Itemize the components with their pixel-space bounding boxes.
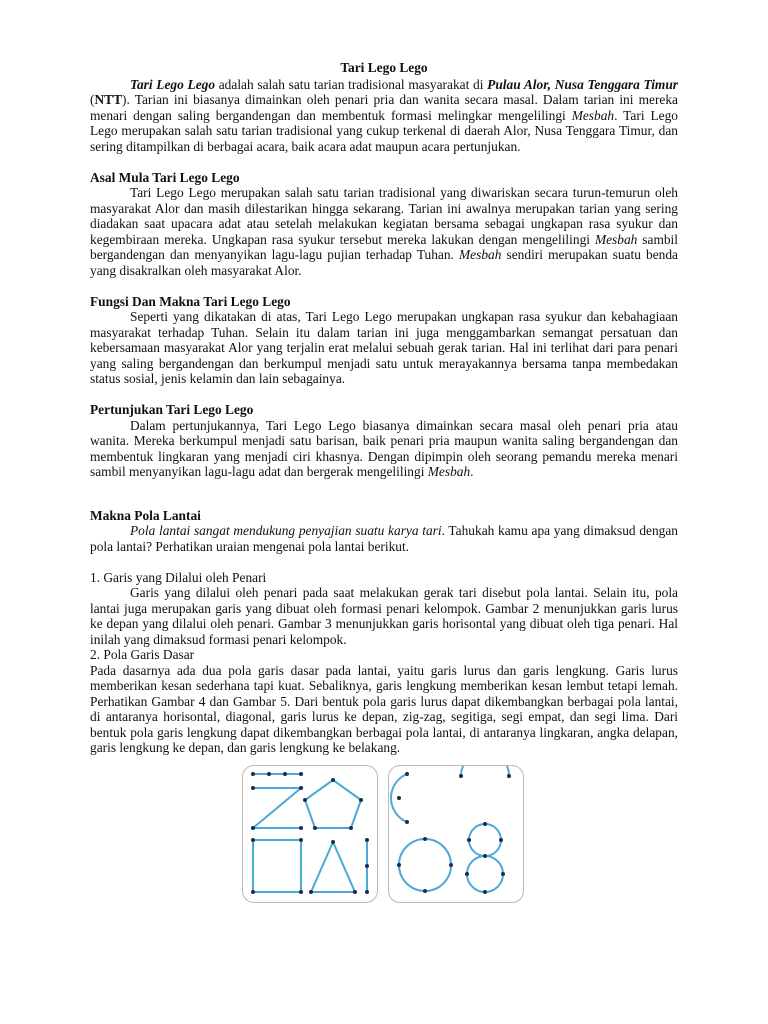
pola-item-2-title: 2. Pola Garis Dasar (90, 647, 195, 662)
text-run: . Tahukah kamu apa yang dimaksud dengan pola lantai? Perhatikan uraian mengenai pola lantai berikut. (90, 523, 678, 554)
pola-item-2-text: Pada dasarnya ada dua pola garis dasar pada lantai, yaitu garis lurus dan garis lengkung. Garis lurus memberikan kesan sederhana tapi kuat. Sebaliknya, garis lengkung memberikan kesan lembut tetapi lemah. Perhatikan Gambar 4 dan Gambar 5. Dari bentuk pola garis lurus dapat dikembangkan berbagai pola lantai, di antaranya horisontal, diagonal, garis lurus ke depan, zig-zag, segitiga, segi empat, dan segi lima. Dari bentuk pola garis lengkung dapat dikembangkan berbagai pola lantai, di antaranya lingkaran, angka delapan, garis lengkung ke depan, dan garis lengkung ke belakang. (90, 662, 678, 755)
text-run: NTT (94, 92, 123, 107)
intro-paragraph (90, 77, 678, 155)
straight-line-patterns-figure (242, 765, 378, 903)
text-run: Mesbah (571, 107, 615, 123)
text-run: sambil bergandengan dan menyanyikan lagu-lagu pujian terhadap Tuhan. (90, 231, 678, 262)
text-run: . (470, 464, 474, 479)
section-heading-fungsi-makna: Fungsi Dan Makna Tari Lego Lego (90, 293, 291, 309)
floor-pattern-figures (242, 765, 528, 903)
section-heading-pola-lantai: Makna Pola Lantai (90, 507, 201, 523)
text-run: . Tari Lego Lego merupakan salah satu tarian tradisional yang cukup terkenal di daerah Alor, Nusa Tenggara Timur, dan sering ditampilkan di berbagai acara, baik acara adat maupun acara pertunjukan. (90, 107, 679, 154)
straight-line-patterns-drawing (243, 766, 377, 902)
text-run: Pulau Alor, Nusa Tenggara Timur (487, 76, 678, 92)
section-paragraph-asal-mula (90, 185, 678, 278)
text-run: ( (90, 92, 95, 107)
curved-line-patterns-figure (388, 765, 524, 903)
text-run: sendiri merupakan suatu benda yang disakralkan oleh masyarakat Alor. (90, 247, 678, 278)
curved-line-patterns-drawing (389, 766, 523, 902)
text-run: ). Tarian ini biasanya dimainkan oleh penari pria dan wanita secara masal. Dalam tarian ini mereka menari dengan saling bergandengan dan membentuk formasi melingkar mengelilingi (90, 92, 678, 123)
section-heading-asal-mula: Asal Mula Tari Lego Lego (90, 169, 240, 185)
section-paragraph-fungsi-makna (90, 309, 678, 387)
text-run: Mesbah (594, 231, 638, 247)
document-title: Tari Lego Lego (340, 60, 428, 75)
text-run: Dalam pertunjukannya, Tari Lego Lego biasanya dimainkan secara masal oleh penari pria atau wanita. Mereka berkumpul menjadi satu barisan, baik penari pria maupun wanita saling bergandengan dan membentuk lingkaran yang menjadi ciri khasnya. Dengan dipimpin oleh seorang pemandu mereka menari sambil menyanyikan lagu-lagu adat dan bergerak mengelilingi (90, 417, 678, 479)
text-run: Mesbah (427, 464, 471, 479)
section-paragraph-pertunjukan (90, 418, 678, 480)
text-run: Tari Lego Lego (130, 76, 216, 92)
text-run: Tari Lego Lego merupakan salah satu tarian tradisional yang diwariskan secara turun-temurun oleh masyarakat Alor dan masih dilestarikan hingga sekarang. Tarian ini awalnya merupakan tarian yang sering diadakan saat upacara adat atau setelah melakukan kegiatan bersama sebagai ungkapan rasa syukur dan kegembiraan mereka. Ungkapan rasa syukur tersebut mereka lakukan dengan mengelilingi (90, 185, 678, 247)
text-run: Seperti yang dikatakan di atas, Tari Lego Lego merupakan ungkapan rasa syukur dan kebahagiaan masyarakat terhadap Tuhan. Selain itu dalam tarian ini juga menggambarkan semangat persatuan dan kebersamaan masyarakat Alor yang terjalin erat melalui sebuah gerak tarian. Hal ini terlihat dari para penari yang saling bergandengan dan berkumpul menjadi satu untuk merayakannya bersama tanpa membedakan status sosial, jenis kelamin dan lain sebagainya. (90, 309, 678, 386)
pola-item-1-text: Garis yang dilalui oleh penari pada saat melakukan gerak tari disebut pola lantai. Selain itu, pola lantai juga merupakan garis yang dibuat oleh formasi penari kelompok. Gambar 2 menunjukkan garis lurus ke depan yang dilalui oleh penari. Gambar 3 menunjukkan garis horisontal yang dibuat oleh tiga penari. Hal inilah yang dimaksud formasi penari kelompok. (90, 585, 678, 647)
pola-intro-paragraph (90, 523, 678, 554)
text-run: Pola lantai sangat mendukung penyajian suatu karya tari (130, 523, 442, 538)
section-heading-pertunjukan: Pertunjukan Tari Lego Lego (90, 402, 254, 417)
text-run: Mesbah (459, 247, 502, 262)
text-run: adalah salah satu tarian tradisional masyarakat di (215, 76, 488, 92)
pola-item-1-title: 1. Garis yang Dilalui oleh Penari (90, 569, 267, 585)
document-body (90, 60, 678, 903)
